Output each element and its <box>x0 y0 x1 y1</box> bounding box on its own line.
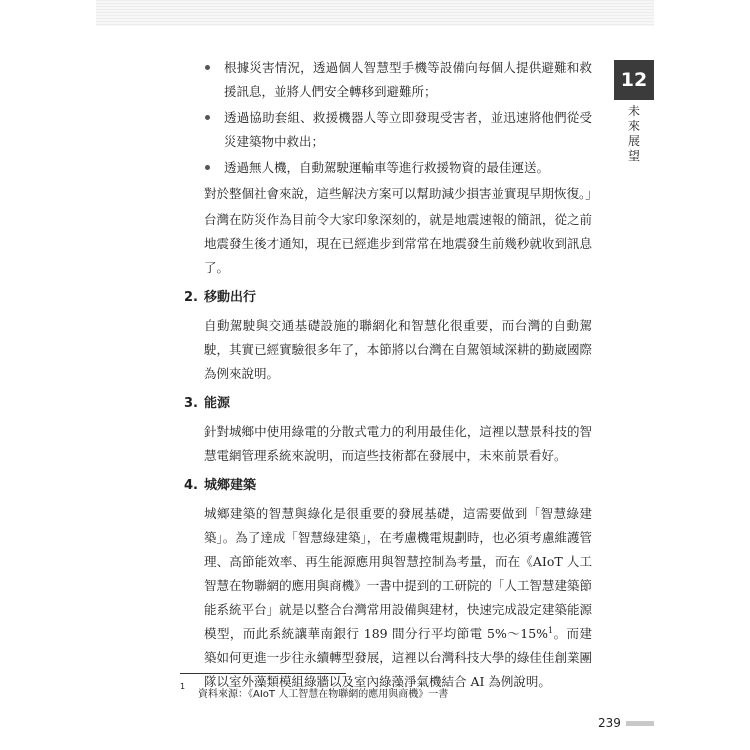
paragraph: 台灣在防災作為目前令大家印象深刻的，就是地震速報的簡訊，從之前地震發生後才通知，現在已經進步到常常在地震發生前幾秒就收到訊息了。 <box>204 212 592 275</box>
list-item <box>184 56 592 104</box>
footnote-divider <box>180 673 346 674</box>
footnote-reference: 1 <box>548 625 554 635</box>
section-body-text: 城鄉建築的智慧與綠化是很重要的發展基礎，這需要做到「智慧綠建築」。為了達成「智慧綠建築」，在考慮機電規劃時，也必須考慮維護管理、高節能效率、再生能源應用與智慧控制為考量，而在《AIoT 人工智慧在物聯網的應用與商機》一書中提到的工研院的「人工智慧建築節能系統平台」就是以整合台灣常用設備與建材，快速完成設定建築能源模型，而此系統讓華南銀行 189 間分行平均節電 5%～15% <box>204 506 592 641</box>
section-body: 自動駕駛與交通基礎設施的聯網化和智慧化很重要，而台灣的自動駕駛，其實已經實驗很多年了，本節將以台灣在自駕領域深耕的勤崴國際為例來說明。 <box>204 318 592 381</box>
section-buildings <box>184 474 592 694</box>
list-item <box>184 156 592 180</box>
paragraph: 對於整個社會來說，這些解決方案可以幫助減少損害並實現早期恢復。」 <box>204 186 598 201</box>
footnote-text: 資料來源：《AIoT 人工智慧在物聯網的應用與商機》一書 <box>198 689 449 700</box>
section-number: 2. <box>184 290 198 305</box>
bullet-icon <box>205 165 210 170</box>
list-item-text: 透過無人機，自動駕駛運輸車等進行救援物資的最佳運送。 <box>224 160 550 175</box>
footnote-mark: 1 <box>180 682 186 691</box>
list-item-text: 根據災害情況，透過個人智慧型手機等設備向每個人提供避難和救援訊息，並將人們安全轉移到避難所； <box>224 60 592 99</box>
section-heading <box>184 286 592 310</box>
list-item <box>184 106 592 154</box>
section-body: 針對城鄉中使用綠電的分散式電力的利用最佳化，這裡以慧景科技的智慧電網管理系統來說明，而這些技術都在發展中，未來前景看好。 <box>204 424 592 463</box>
bullet-list <box>184 56 592 180</box>
section-number: 4. <box>184 478 198 493</box>
chapter-title: 未來展望 <box>627 104 640 163</box>
section-heading <box>184 474 592 498</box>
page-body <box>184 56 598 694</box>
section-number: 3. <box>184 396 198 411</box>
header-band <box>96 0 654 26</box>
section-body <box>204 502 592 694</box>
chapter-number-badge <box>614 60 654 100</box>
section-title: 能源 <box>204 396 231 411</box>
page-number-bar <box>626 721 654 726</box>
page-number: 239 <box>598 716 621 730</box>
section-body-text: 。而建築如何更進一步往永續轉型發展，這裡以台灣科技大學的綠佳佳創業團隊以室外藻類模組綠牆以及室內綠藻淨氣機結合 AI 為例說明。 <box>204 626 592 689</box>
list-item-text: 透過協助套組、救援機器人等立即發現受害者，並迅速將他們從受災建築物中救出； <box>224 110 592 149</box>
section-mobility <box>184 286 592 386</box>
bullet-icon <box>205 115 210 120</box>
section-title: 移動出行 <box>204 290 257 305</box>
section-heading <box>184 392 592 416</box>
chapter-number: 12 <box>620 69 648 91</box>
section-energy <box>184 392 592 468</box>
bullet-icon <box>205 65 210 70</box>
section-title: 城鄉建築 <box>204 478 257 493</box>
